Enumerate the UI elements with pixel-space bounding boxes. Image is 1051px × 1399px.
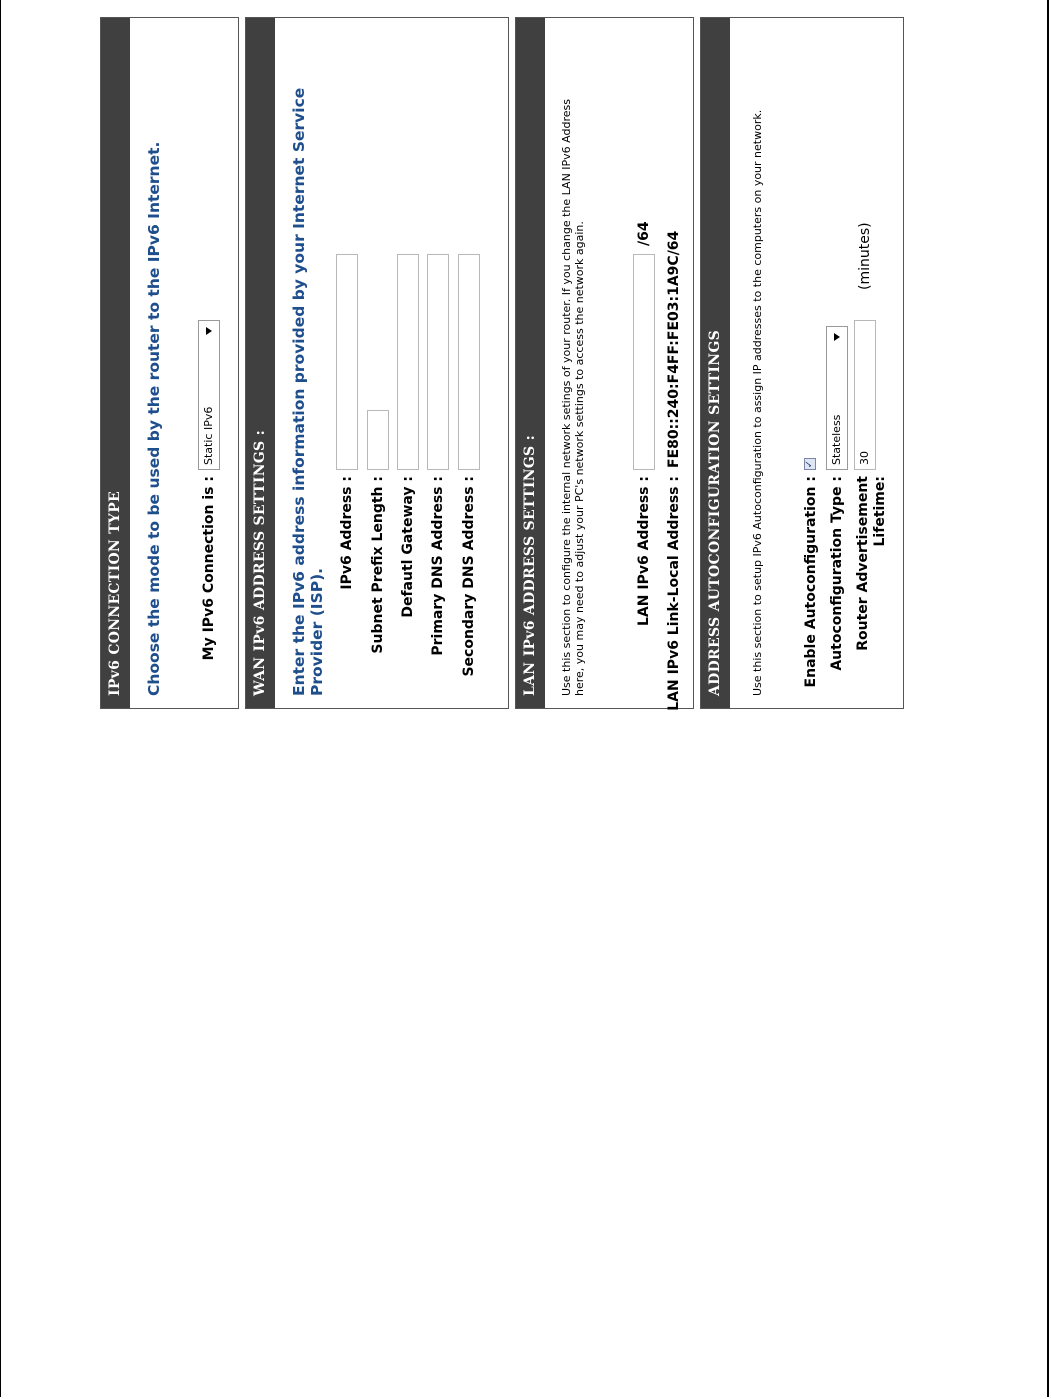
wan-settings-panel	[245, 17, 509, 709]
default-gateway-row	[396, 16, 420, 708]
primary-dns-label: Primary DNS Address :	[430, 476, 446, 656]
subnet-prefix-label: Subnet Prefix Length :	[370, 476, 386, 654]
lifetime-input[interactable]: 30	[854, 320, 876, 470]
panel-title: LAN IPv6 ADDRESS SETTINGS :	[516, 18, 545, 708]
lifetime-row	[853, 16, 891, 708]
autoconfig-type-select[interactable]	[826, 326, 848, 470]
lifetime-label-line1: Router Advertisement	[855, 476, 871, 651]
autoconfig-type-row	[825, 16, 849, 708]
lifetime-label-line2: Lifetime:	[872, 476, 888, 547]
dropdown-arrow-icon	[206, 327, 212, 335]
lifetime-unit: (minutes)	[857, 222, 873, 290]
autoconfig-type-value: Stateless	[830, 414, 843, 465]
primary-dns-row	[426, 16, 450, 708]
connection-label: My IPv6 Connection is :	[201, 476, 217, 661]
secondary-dns-input[interactable]	[458, 254, 480, 470]
default-gateway-label: Defautl Gateway :	[400, 476, 416, 618]
connection-row	[197, 16, 221, 708]
link-local-label: LAN IPv6 Link-Local Address :	[666, 476, 682, 711]
autoconfig-description: Use this section to setup IPv6 Autoconfiguration to assign IP addresses to the computers on your network.	[751, 109, 764, 696]
panel-title: WAN IPv6 ADDRESS SETTINGS :	[246, 18, 275, 708]
subnet-prefix-row	[366, 16, 390, 708]
secondary-dns-label: Secondary DNS Address :	[461, 476, 477, 677]
enable-autoconfig-row	[799, 16, 823, 708]
lan-settings-panel	[515, 17, 694, 709]
link-local-row	[662, 16, 686, 711]
autoconfig-type-label: Autoconfiguration Type :	[829, 476, 845, 671]
ipv6-connection-type-panel	[100, 17, 239, 709]
primary-dns-input[interactable]	[427, 254, 449, 470]
autoconfig-panel	[700, 17, 904, 709]
enable-autoconfig-checkbox[interactable]: ✓	[804, 459, 815, 469]
enable-autoconfig-label: Enable Autoconfiguration :	[803, 476, 819, 688]
rotated-settings-page	[100, 17, 904, 709]
connection-select-value: Static IPv6	[202, 406, 215, 465]
wan-ipv6-address-input[interactable]	[336, 254, 358, 470]
lan-description-line1: Use this section to configure the internal network setings of your router. If you change the LAN IPv6 Address	[560, 99, 573, 696]
lifetime-label	[855, 476, 889, 651]
lan-address-input[interactable]	[633, 254, 655, 470]
lan-address-row	[632, 16, 656, 708]
lan-description-line2: here, you may need to adjust your PC's network settings to access the network again.	[573, 221, 586, 696]
wan-ipv6-address-label: IPv6 Address :	[339, 476, 355, 590]
connection-select[interactable]	[198, 320, 220, 470]
default-gateway-input[interactable]	[397, 254, 419, 470]
wan-ipv6-address-row	[335, 16, 359, 708]
dropdown-arrow-icon	[834, 333, 840, 341]
wan-heading: Enter the IPv6 address information provided by your Internet Service Provider (ISP).	[290, 87, 326, 696]
panel-title: IPv6 CONNECTION TYPE	[101, 18, 130, 708]
lan-address-suffix: /64	[636, 221, 652, 246]
connection-heading: Choose the mode to be used by the router to the IPv6 Internet.	[145, 141, 163, 696]
subnet-prefix-input[interactable]	[367, 410, 389, 470]
panel-title: ADDRESS AUTOCONFIGURATION SETTINGS	[701, 18, 730, 708]
secondary-dns-row	[457, 16, 481, 708]
link-local-value: FE80::240:F4FF:FE03:1A9C/64	[666, 230, 682, 468]
lan-address-label: LAN IPv6 Address :	[636, 476, 652, 626]
